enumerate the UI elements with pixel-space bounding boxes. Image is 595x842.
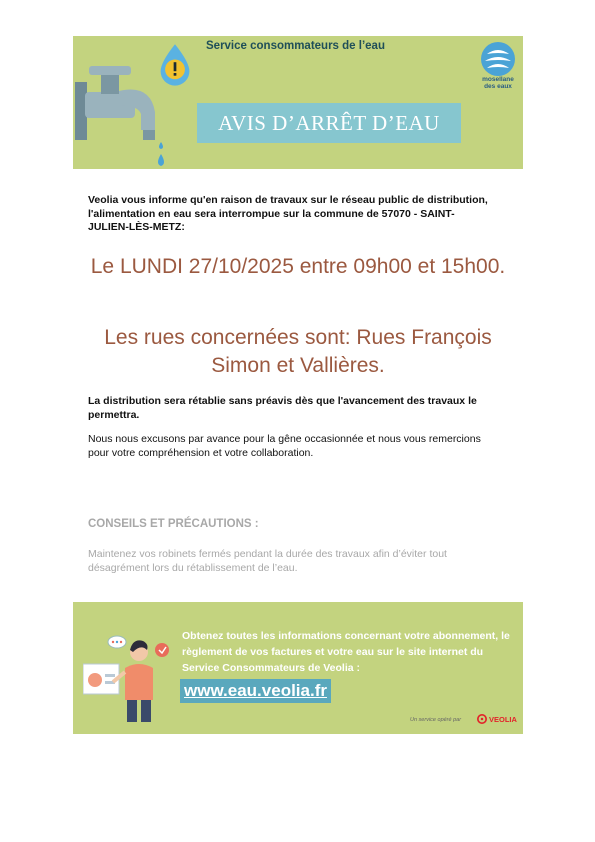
- info-text: Obtenez toutes les informations concernant votre abonnement, le règlement de vos factures et votre eau sur le site internet du Service Consommateurs de Veolia :: [182, 630, 510, 674]
- restore-text: La distribution sera rétablie sans préavis dès que l'avancement des travaux le permettra.: [88, 395, 477, 421]
- footer-banner: [73, 602, 523, 734]
- website-link[interactable]: www.eau.veolia.fr: [184, 681, 327, 700]
- outage-date-headline: Le LUNDI 27/10/2025 entre 09h00 et 15h00.: [90, 255, 506, 278]
- alert-title: AVIS D’ARRÊT D’EAU: [218, 110, 440, 135]
- advice-title: CONSEILS ET PRÉCAUTIONS :: [88, 518, 259, 530]
- person-illustration-icon: [83, 626, 183, 726]
- intro-text: Veolia vous informe qu'en raison de travaux sur le réseau public de distribution, l'alimentation en eau sera interrompue sur la commune de 57070 - SAINT-JULIEN-LÈS-METZ:: [88, 194, 488, 233]
- logo-text-line-1: mosellane: [482, 76, 514, 83]
- advice-text: Maintenez vos robinets fermés pendant la durée des travaux afin d’éviter tout désagrément lors du rétablissement de l’eau.: [88, 548, 447, 574]
- veolia-brand-name: VEOLIA: [489, 714, 517, 724]
- apology-text: Nous nous excusons par avance pour la gêne occasionnée et nous vous remercions pour votre compréhension et votre collaboration.: [88, 433, 481, 459]
- operated-by-note: Un service opéré par: [410, 717, 462, 723]
- alert-drop-icon: [157, 42, 193, 86]
- logo-caption: [475, 76, 521, 90]
- veolia-logo-icon: [477, 714, 487, 724]
- header-banner: [73, 36, 523, 169]
- veolia-brand: [477, 714, 517, 724]
- alert-title-box: [197, 103, 461, 143]
- logo-text-line-2: des eaux: [484, 83, 512, 90]
- website-link-box[interactable]: [180, 679, 331, 703]
- affected-streets-headline: Les rues concernées sont: Rues François Simon et Vallières.: [104, 326, 492, 377]
- service-title: Service consommateurs de l’eau: [206, 40, 385, 52]
